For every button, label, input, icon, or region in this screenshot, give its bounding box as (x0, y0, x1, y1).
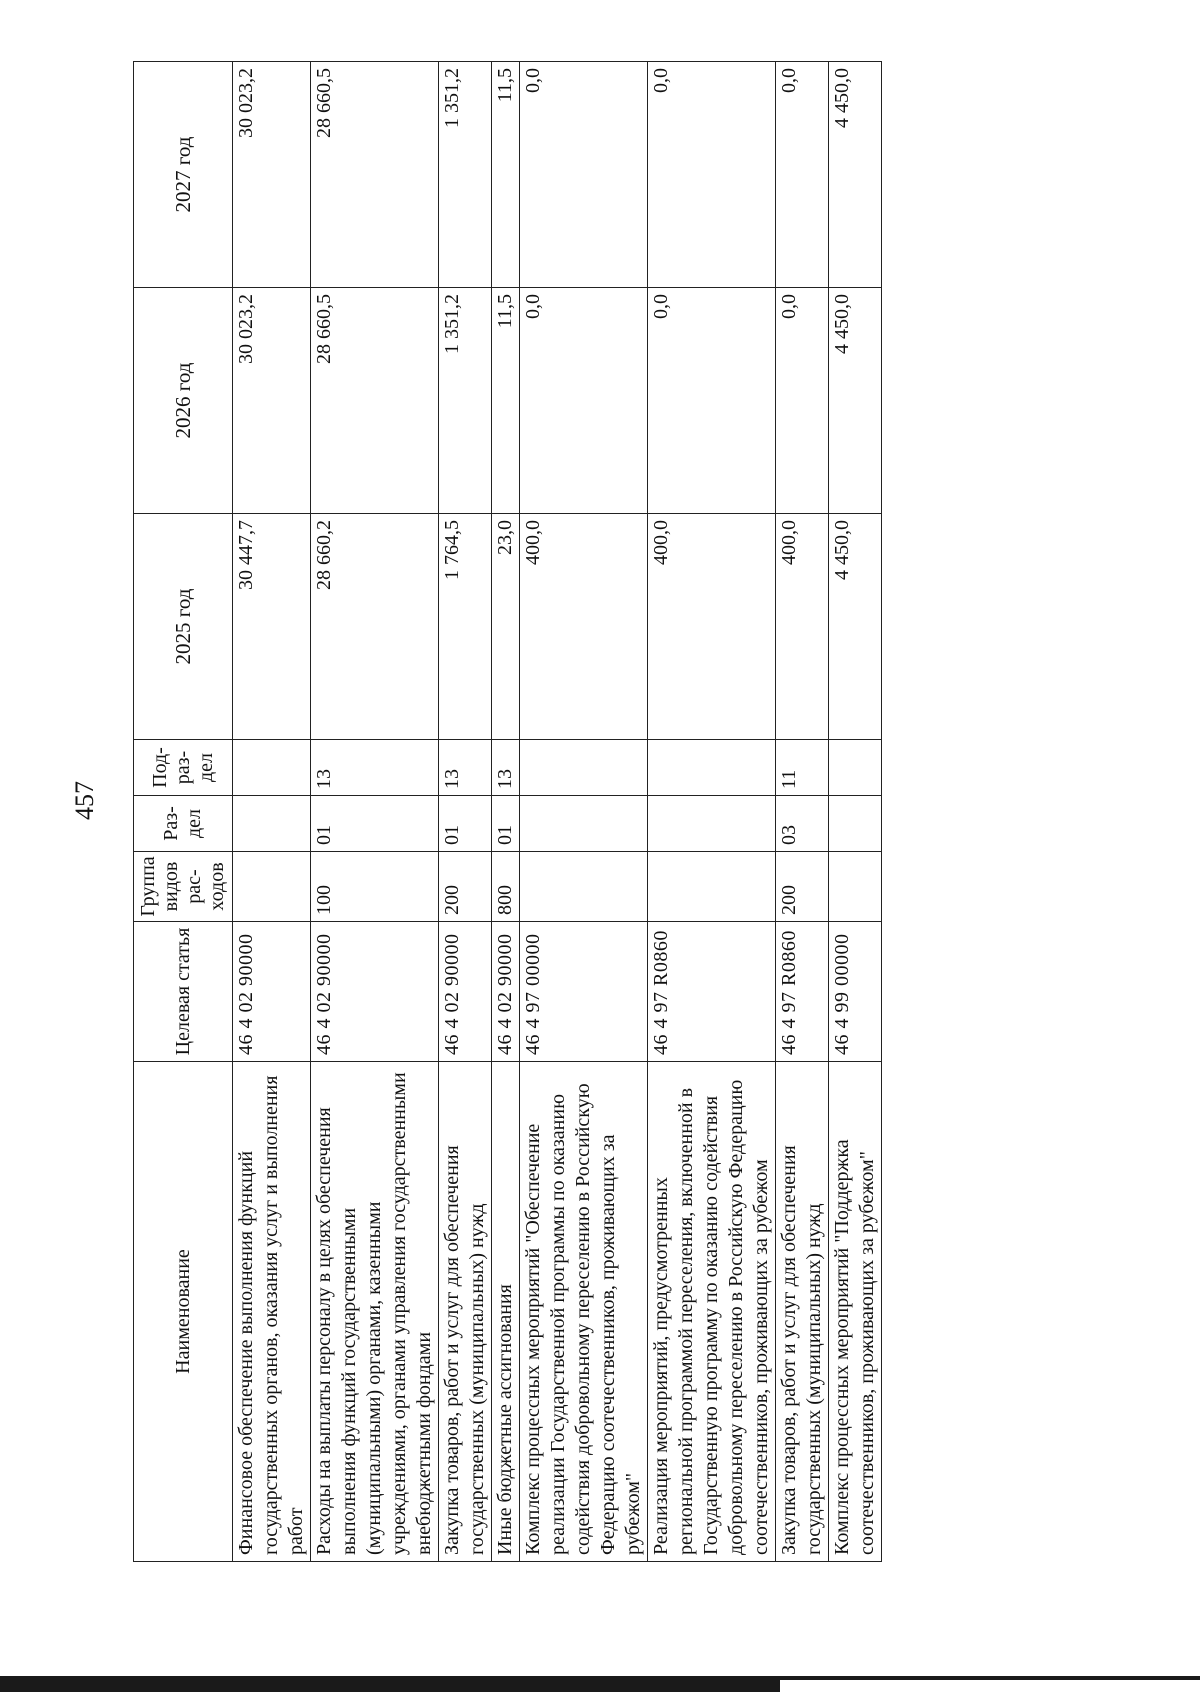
row-name: Реализация мероприятий, предусмотренных региональной программой переселения, включенной в Государственную программу по оказанию содействия добровольному переселению в Российскую Федерацию соотечественников, проживающих за рубежом (648, 1062, 776, 1562)
row-section: 03 (776, 796, 829, 852)
row-2025: 4 450,0 (829, 514, 882, 740)
row-target-article: 46 4 97 R0860 (648, 922, 776, 1062)
table-header-row (134, 62, 233, 1562)
row-2026: 1 351,2 (439, 288, 492, 514)
row-target-article: 46 4 02 90000 (311, 922, 439, 1062)
row-section: 01 (492, 796, 520, 852)
table-row (829, 62, 882, 1562)
table-row (520, 62, 648, 1562)
row-expense-group (829, 852, 882, 922)
row-target-article: 46 4 97 R0860 (776, 922, 829, 1062)
row-section (829, 796, 882, 852)
header-section: Раз-дел (134, 796, 233, 852)
row-expense-group (648, 852, 776, 922)
row-2027: 0,0 (520, 62, 648, 288)
row-name: Комплекс процессных мероприятий "Поддержка соотечественников, проживающих за рубежом" (829, 1062, 882, 1562)
table-row (233, 62, 311, 1562)
budget-table-rotated (133, 62, 1063, 1562)
row-expense-group (233, 852, 311, 922)
row-2027: 4 450,0 (829, 62, 882, 288)
row-expense-group: 200 (776, 852, 829, 922)
row-name: Комплекс процессных мероприятий "Обеспечение реализации Государственной программы по оказанию содействия добровольному переселению в Российскую Федерацию соотечественников, проживающих за рубежом" (520, 1062, 648, 1562)
header-target-article: Целевая статья (134, 922, 233, 1062)
row-2027: 0,0 (648, 62, 776, 288)
row-section: 01 (439, 796, 492, 852)
row-2025: 23,0 (492, 514, 520, 740)
row-section: 01 (311, 796, 439, 852)
row-2025: 400,0 (776, 514, 829, 740)
row-2025: 28 660,2 (311, 514, 439, 740)
row-expense-group: 100 (311, 852, 439, 922)
table-row (648, 62, 776, 1562)
row-2027: 28 660,5 (311, 62, 439, 288)
row-2026: 28 660,5 (311, 288, 439, 514)
row-2027: 30 023,2 (233, 62, 311, 288)
row-2025: 30 447,7 (233, 514, 311, 740)
row-2026: 4 450,0 (829, 288, 882, 514)
row-2026: 0,0 (648, 288, 776, 514)
row-2025: 400,0 (648, 514, 776, 740)
row-2027: 0,0 (776, 62, 829, 288)
table-row (439, 62, 492, 1562)
row-2027: 11,5 (492, 62, 520, 288)
row-section (648, 796, 776, 852)
row-target-article: 46 4 99 00000 (829, 922, 882, 1062)
row-target-article: 46 4 97 00000 (520, 922, 648, 1062)
table-row (776, 62, 829, 1562)
row-expense-group: 200 (439, 852, 492, 922)
page-number: 457 (70, 781, 99, 820)
row-subsection (233, 740, 311, 796)
row-subsection: 13 (439, 740, 492, 796)
row-2027: 1 351,2 (439, 62, 492, 288)
budget-table (133, 61, 882, 1562)
row-subsection (829, 740, 882, 796)
row-2025: 400,0 (520, 514, 648, 740)
row-subsection: 11 (776, 740, 829, 796)
row-section (520, 796, 648, 852)
row-2026: 30 023,2 (233, 288, 311, 514)
table-row (492, 62, 520, 1562)
row-target-article: 46 4 02 90000 (233, 922, 311, 1062)
header-2027: 2027 год (134, 62, 233, 288)
header-expense-group: Группа видов рас-ходов (134, 852, 233, 922)
row-target-article: 46 4 02 90000 (439, 922, 492, 1062)
row-name: Иные бюджетные ассигнования (492, 1062, 520, 1562)
row-subsection (648, 740, 776, 796)
row-2026: 0,0 (520, 288, 648, 514)
header-2025: 2025 год (134, 514, 233, 740)
table-row (311, 62, 439, 1562)
row-section (233, 796, 311, 852)
row-2026: 11,5 (492, 288, 520, 514)
header-name: Наименование (134, 1062, 233, 1562)
header-2026: 2026 год (134, 288, 233, 514)
header-subsection: Под-раз-дел (134, 740, 233, 796)
row-2026: 0,0 (776, 288, 829, 514)
scan-edge-line (780, 1676, 1200, 1680)
row-name: Закупка товаров, работ и услуг для обеспечения государственных (муниципальных) нужд (776, 1062, 829, 1562)
row-subsection (520, 740, 648, 796)
row-2025: 1 764,5 (439, 514, 492, 740)
row-name: Расходы на выплаты персоналу в целях обеспечения выполнения функций государственными (муниципальными) органами, казенными учреждениями, органами управления государственными внебюджетными фондами (311, 1062, 439, 1562)
row-name: Закупка товаров, работ и услуг для обеспечения государственных (муниципальных) нужд (439, 1062, 492, 1562)
row-subsection: 13 (492, 740, 520, 796)
row-subsection: 13 (311, 740, 439, 796)
scan-edge-bar (0, 1676, 780, 1692)
row-expense-group (520, 852, 648, 922)
row-target-article: 46 4 02 90000 (492, 922, 520, 1062)
row-expense-group: 800 (492, 852, 520, 922)
row-name: Финансовое обеспечение выполнения функций государственных органов, оказания услуг и выполнения работ (233, 1062, 311, 1562)
